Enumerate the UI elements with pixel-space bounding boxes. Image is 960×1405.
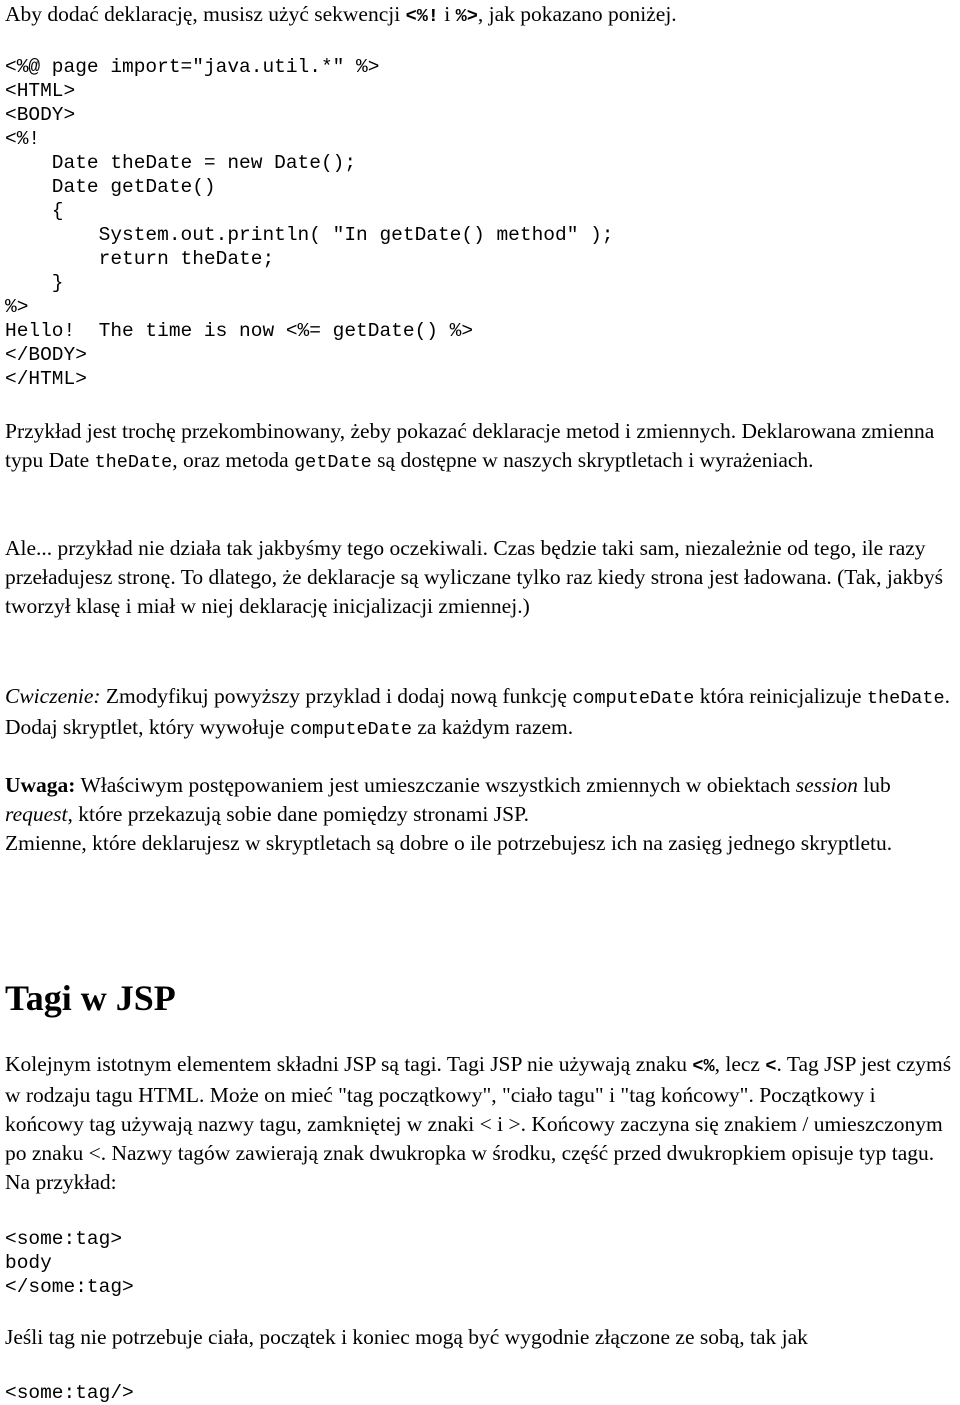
- exercise-text: która reinicjalizuje: [694, 684, 867, 708]
- note-paragraph: [5, 771, 957, 858]
- inline-code: getDate: [294, 452, 372, 473]
- inline-code: <: [765, 1056, 777, 1077]
- paragraph-text: są dostępne w naszych skryptletach i wyrażeniach.: [371, 448, 814, 472]
- paragraph-text: . Tag JSP jest czymś w rodzaju tagu HTML. Może on mieć "tag początkowy", "ciało tagu" i "tag końcowy". Początkowy i końcowy tag używają nazwy tagu, zamkniętej w znaki < i >. Końcowy zaczyna się znakiem / umieszczonym po znaku <. Nazwy tagów zawierają znak dwukropka w środku, część przed dwukropkiem opisuje typ tagu. Na przykład:: [5, 1052, 952, 1194]
- exercise-paragraph: [5, 682, 957, 744]
- paragraph-text: , lecz: [714, 1052, 766, 1076]
- inline-code: theDate: [94, 452, 173, 473]
- intro-text: Aby dodać deklarację, musisz użyć sekwencji: [5, 2, 406, 26]
- intro-text: , jak pokazano poniżej.: [477, 2, 677, 26]
- paragraph-text: , oraz metoda: [172, 448, 295, 472]
- exercise-text: . Dodaj skryptlet, który wywołuje: [5, 684, 950, 739]
- note-label: Uwaga:: [5, 773, 76, 797]
- paragraph-empty-tag: Jeśli tag nie potrzebuje ciała, początek i koniec mogą być wygodnie złączone ze sobą, tak jak: [5, 1325, 808, 1349]
- note-italic: session: [795, 773, 858, 797]
- paragraph-text: Przykład jest trochę przekombinowany, żeby pokazać deklaracje metod i zmiennych. Deklarowana zmienna typu Date: [5, 419, 935, 472]
- exercise-text: Zmodyfikuj powyższy przyklad i dodaj nową funkcję: [100, 684, 573, 708]
- paragraph-but: Ale... przykład nie działa tak jakbyśmy tego oczekiwali. Czas będzie taki sam, niezależnie od tego, ile razy przeładujesz stronę. To dlatego, że deklaracje są wyliczane tylko raz kiedy strona jest ładowana. (Tak, jakbyś tworzył klasę i miał w niej deklarację inicjalizacji zmiennej.): [5, 536, 944, 618]
- inline-code: theDate: [866, 688, 945, 709]
- inline-code: computeDate: [572, 688, 695, 709]
- paragraph-declarations: [5, 417, 957, 477]
- exercise-text: za każdym razem.: [411, 715, 574, 739]
- paragraph-tags: [5, 1050, 957, 1197]
- note-text: Właściwym postępowaniem jest umieszczanie wszystkich zmiennych w obiektach: [75, 773, 796, 797]
- code-example-declaration: <%@ page import="java.util.*" %> <HTML> <BODY> <%! Date theDate = new Date(); Date getDate() { System.out.println( "In getDate() method" ); return theDate; } %> Hello! The time is now <%= getDate() %> </BODY> </HTML>: [5, 56, 614, 390]
- note-text: lub: [857, 773, 891, 797]
- inline-code: computeDate: [289, 719, 412, 740]
- note-italic: request: [5, 802, 68, 826]
- note-text: , które przekazują sobie dane pomiędzy stronami JSP.: [67, 802, 530, 826]
- intro-paragraph: [5, 0, 957, 31]
- section-heading: Tagi w JSP: [5, 978, 176, 1018]
- intro-text: i: [438, 2, 456, 26]
- paragraph-text: Kolejnym istotnym elementem składni JSP są tagi. Tagi JSP nie używają znaku: [5, 1052, 693, 1076]
- inline-code: <%: [692, 1056, 715, 1077]
- inline-code: %>: [455, 6, 478, 27]
- inline-code: <%!: [405, 6, 439, 27]
- exercise-label: Cwiczenie:: [5, 684, 101, 708]
- code-example-empty-tag: <some:tag/>: [5, 1382, 134, 1404]
- code-example-tag: <some:tag> body </some:tag>: [5, 1228, 134, 1298]
- note-text: Zmienne, które deklarujesz w skryptletach są dobre o ile potrzebujesz ich na zasięg jednego skryptletu.: [5, 831, 893, 855]
